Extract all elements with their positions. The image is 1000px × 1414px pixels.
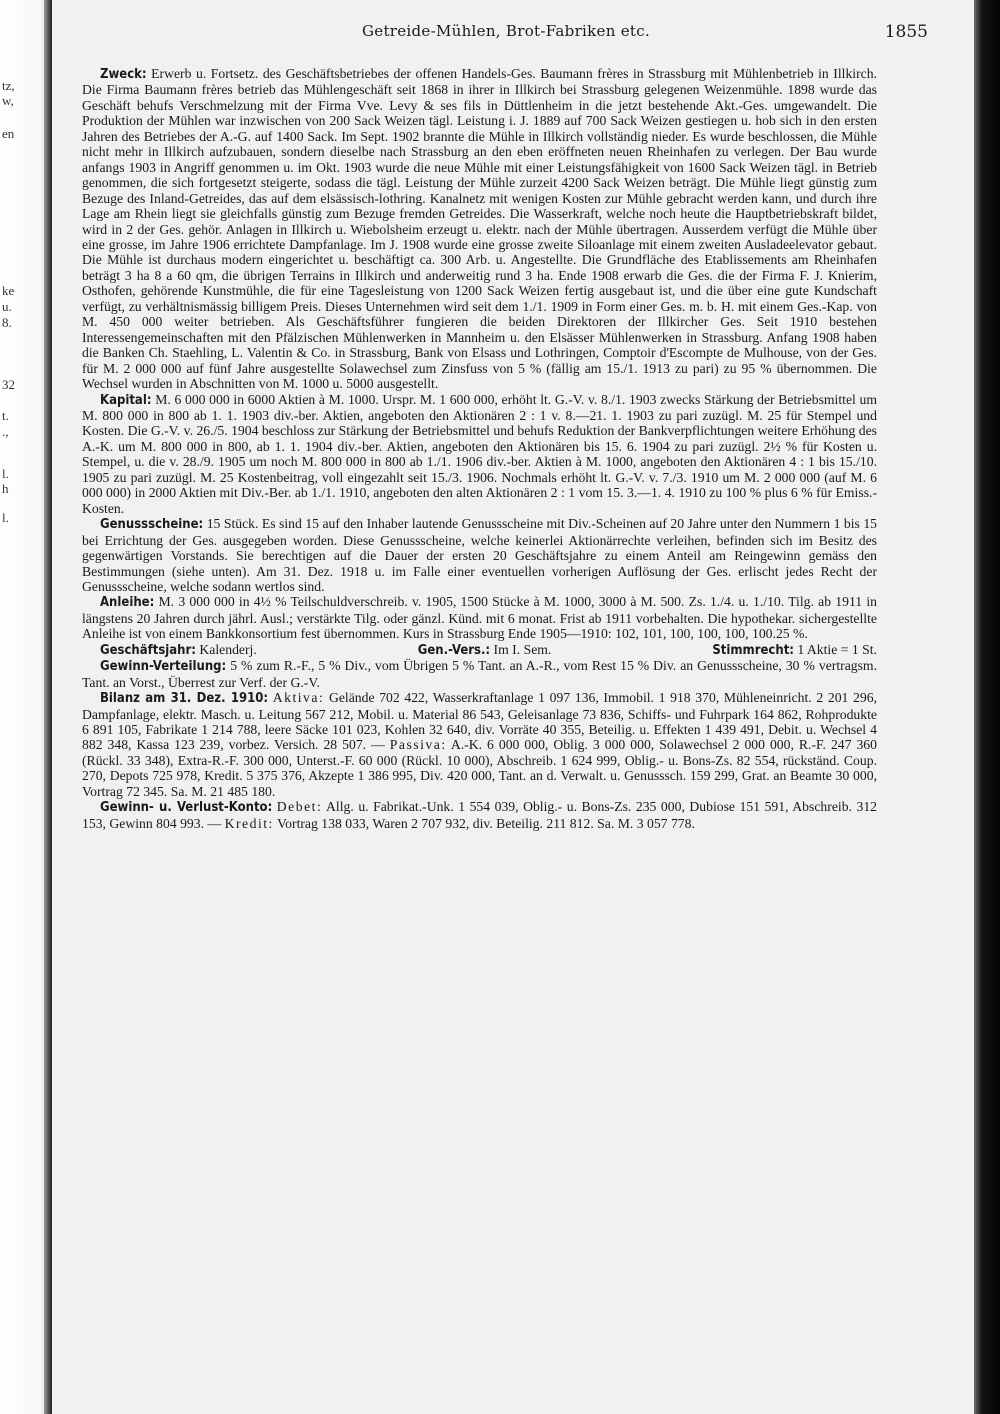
gen-vers-label: Gen.-Vers.:: [417, 642, 491, 658]
binding-shadow: [44, 0, 52, 1414]
aktiva-text: Gelände 702 422, Wasserkraftanlage 1 097 136, Immobil. 1 918 370, Mühleneinricht. 2 201 296, Dampfanlage, elektr. Masch. u. Leitung 567 212, Mobil. u. Material 86 543, Geleisanlage 73 836, Schiffs- und Fuhrpark 164 862, Rohprodukte 6 891 105, Fabrikate 1 214 788, leere Säcke 101 023, Kohlen 32 640, div. Vorräte 40 355, Beteilig. u. Effekten 1 439 491, Debit. u. Wechsel 4 882 348, Kassa 123 239, vorbez. Versich. 28 507. —: [82, 690, 877, 753]
left-page-gutter: [0, 0, 52, 1414]
zweck-paragraph: [82, 66, 877, 392]
kredit-text: Vortrag 138 033, Waren 2 707 932, div. Beteilig. 211 812. Sa. M. 3 057 778.: [277, 815, 695, 831]
gewinn-verteilung-label: Gewinn-Verteilung:: [100, 659, 227, 675]
bilanz-label: Bilanz am 31. Dez. 1910:: [100, 691, 269, 707]
margin-fragment: l.: [2, 466, 9, 481]
margin-fragment: w,: [2, 93, 14, 108]
gen-vers: [400, 642, 552, 658]
running-title: Getreide-Mühlen, Brot-Fabriken etc.: [361, 22, 651, 40]
margin-fragment: 8.: [2, 315, 12, 330]
anleihe-text: M. 3 000 000 in 4½ % Teilschuldverschreib. v. 1905, 1500 Stücke à M. 1000, 3000 à M. 500. Zs. 1./4. u. 1./10. Tilg. ab 1911 in längstens 20 Jahren durch jährl. Ausl.; verstärkte Tilg. oder gänzl. Künd. mit 6 monat. Frist ab 1911 vorbehalten. Die hypothekar. sichergestellte Anleihe ist von einem Bankkonsortium fest übernommen. Kurs in Strassburg Ende 1905—1910: 102, 101, 100, 100, 100, 100.25 %.: [82, 594, 877, 642]
kredit-label: Kredit:: [224, 815, 274, 831]
stimmrecht-label: Stimmrecht:: [712, 642, 794, 658]
kapital-label: Kapital:: [100, 392, 152, 408]
genussscheine-text: 15 Stück. Es sind 15 auf den Inhaber lautende Genussscheine mit Div.-Scheinen auf 20 Jahre unter den Nummern 1 bis 15 bei Errichtung der Ges. ausgegeben worden. Diese Genussscheine, welche keinerlei Aktionärrechte verleihen, befinden sich im Besitz des gegenwärtigen Vorstands. Sie berechtigen auf die Dauer der ersten 20 Geschäftsjahre zu einem Anteil am Reingewinn gemäss den Bestimmungen (siehe unten). Am 31. Dez. 1918 u. im Falle einer eventuellen vorherigen Auflösung der Ges. erlischt jedes Recht der Genussscheine, welche sodann wertlos sind.: [82, 516, 878, 594]
margin-fragment: ke: [2, 283, 15, 298]
stimmrecht-value: 1 Aktie = 1 St.: [797, 641, 877, 657]
gen-vers-value: Im I. Sem.: [493, 641, 552, 657]
gewinn-verteilung-text: 5 % zum R.-F., 5 % Div., vom Übrigen 5 % Tant. an A.-R., vom Rest 15 % Div. an Genussscheine, 30 % vertragsm. Tant. an Vorst., Überrest zur Verf. der G.-V.: [82, 658, 878, 690]
margin-fragment: u.: [2, 299, 12, 314]
margin-fragment: h: [2, 481, 9, 496]
kapital-paragraph: [82, 392, 877, 517]
debet-text: Allg. u. Fabrikat.-Unk. 1 554 039, Oblig.- u. Bons-Zs. 235 000, Dubiose 151 591, Abschreib. 312 153, Gewinn 804 993. —: [82, 799, 878, 831]
zweck-label: Zweck:: [100, 67, 147, 82]
page-number: 1855: [884, 22, 928, 42]
zweck-text: Erwerb u. Fortsetz. des Geschäftsbetriebes der offenen Handels-Ges. Baumann frères in Strassburg mit Mühlenbetrieb in Illkirch. Die Firma Baumann frères betrieb das Mühlengeschäft seit 1868 in ihrer in Illkirch bei Strassburg gelegenen Weizenmühle. 1898 wurde das Geschäft behufs Verschmelzung mit der Firma Vve. Levy & ses fils in Düttlenheim in die jetzt bestehende Akt.-Ges. umgewandelt. Die Produktion der Mühlen war inzwischen von 200 Sack Weizen tägl. Leistung i. J. 1889 auf 700 Sack Weizen gestiegen u. hob sich in den ersten Jahren des Betriebes der A.-G. auf 1400 Sack. Im Sept. 1902 brannte die Mühle in Illkirch vollständig nieder. Es wurde beschlossen, die Mühle nicht mehr in Illkirch aufzubauen, sondern dieselbe nach Strassburg an den eben eröffneten neuen Rheinhafen zu verlegen. Der Bau wurde anfangs 1903 in Angriff genommen u. im Okt. 1903 wurde die neue Mühle mit einer Leistungsfähigkeit von 1600 Sack Weizen tägl. in Betrieb genommen, die sich fortgesetzt steigerte, sodass die tägl. Leistung der Mühle zurzeit 4200 Sack Weizen beträgt. Die Mühle liegt günstig zum Bezuge des Inland-Getreides, das auf dem elsässisch-lothring. Kanalnetz mit wenigen Kosten zur Mühle gebracht werden kann, und durch ihre Lage am Rhein liegt sie gleichfalls günstig zum Bezuge fremden Getreides. Die Wasserkraft, welche noch heute die Hauptbetriebskraft bildet, wird in 2 der Ges. gehör. Anlagen in Illkirch u. Wiebolsheim erzeugt u. elektr. nach der Mühle übertragen. Ausserdem verfügt die Mühle über eine grosse, im Jahre 1906 errichtete Dampfanlage. Im J. 1908 wurde eine grosse zweite Siloanlage mit einem zweiten Ausladeelevator gebaut. Die Mühle ist durchaus modern eingerichtet u. beschäftigt ca. 300 Arb. u. Angestellte. Die Grundfläche des Etablissements am Rheinhafen beträgt 3 ha 8 a 60 qm, die übrigen Terrains in Illkirch und anderweitig rund 3 ha. Ende 1908 erwarb die Ges. die der Firma F. J. Knierim, Osthofen, gehörende Kunstmühle, die für eine Tagesleistung von 1200 Sack Weizen fertig ausgebaut ist, und die über eine gute Kundschaft verfügt, zu verhältnismässig billigem Preis. Dieses Unternehmen wird seit dem 1./1. 1909 in Form einer Ges. m. b. H. mit einem Ges.-Kap. von M. 450 000 weiter betrieben. Als Geschäftsführer fungieren die beiden Direktoren der Illkircher Ges. Seit 1910 bestehen Interessengemeinschaften mit den Pfälzischen Mühlenwerken in Mannheim u. den Elsässer Mühlenwerken in Strassburg. Anfang 1908 haben die Banken Ch. Staehling, L. Valentin & Co. in Strassburg, Bank von Elsass und Lothringen, Comptoir d'Escompte de Mulhouse, von der Ges. für M. 2 000 000 auf fünf Jahre ausgestellte Solawechsel zum Zinsfuss von 5 % (fällig am 15./1. 1913 zu pari) zu 95 % übernommen. Die Wechsel wurden in Abschnitten von M. 1000 u. 5000 ausgestellt.: [82, 66, 877, 392]
passiva-text: A.-K. 6 000 000, Oblig. 3 000 000, Solawechsel 2 000 000, R.-F. 247 360 (Rückl. 33 348), Extra-R.-F. 300 000, Unterst.-F. 60 000 (Rückl. 10 000), Abschreib. 1 624 999, Oblig.- u. Bons-Zs. 82 554, rückständ. Coup. 270, Depots 725 978, Kredit. 5 375 376, Akzepte 1 386 995, Div. 420 000, Tant. an d. Verwalt. u. Genusssch. 159 299, Grat. an Beamte 30 000, Vortrag 72 345. Sa. M. 21 485 180.: [82, 737, 877, 799]
margin-fragment: 32: [2, 377, 15, 392]
guv-paragraph: [82, 799, 877, 831]
margin-fragment: t.: [2, 408, 9, 423]
geschaeftsjahr: [82, 642, 257, 658]
kapital-text: M. 6 000 000 in 6000 Aktien à M. 1000. Urspr. M. 1 600 000, erhöht lt. G.-V. v. 8./1. 1903 zwecks Stärkung der Betriebsmittel um M. 800 000 in 800 ab 1. 1. 1903 div.-ber. Aktien, angeboten den Aktionären 2 : 1 v. 8.—21. 1. 1903 zu pari zuzügl. M. 25 für Stempel und Kosten. Die G.-V. v. 26./5. 1904 beschloss zur Stärkung der Betriebsmittel und behufs Reduktion der Bankverpflichtungen weitere Erhöhung des A.-K. um M. 800 000 in 800, ab 1. 1. 1904 div.-ber. Aktien, angeboten den Aktionären bis 15. 6. 1904 zu pari zuzügl. 2½ % für Kosten u. Stempel, u. die v. 28./9. 1905 um noch M. 800 000 in 800 ab 1./1. 1906 div.-ber. Aktien à M. 1000, angeboten den Aktionären 4 : 1 bis 15./10. 1905 zu pari zuzügl. M. 25 Kostenbeitrag, voll eingezahlt seit 15./3. 1906. Nochmals erhöht lt. G.-V. v. 7./3. 1910 um M. 2 000 000 (auf M. 6 000 000) in 2000 Aktien mit Div.-Ber. ab 1./1. 1910, angeboten den alten Aktionären 2 : 1 vom 15. 3.—1. 4. 1910 zu 100 % plus 6 % für Emiss.-Kosten.: [82, 391, 878, 516]
aktiva-label: Aktiva:: [272, 690, 325, 706]
stimmrecht: [694, 642, 877, 658]
anleihe-paragraph: [82, 594, 877, 641]
debet-label: Debet:: [276, 799, 323, 815]
bilanz-paragraph: [82, 690, 877, 799]
geschaeftsjahr-value: Kalenderj.: [199, 641, 257, 657]
guv-label: Gewinn- u. Verlust-Konto:: [100, 800, 273, 816]
genussscheine-label: Genussscheine:: [100, 517, 204, 533]
margin-fragment: en: [2, 126, 15, 141]
margin-fragment: .,: [2, 424, 9, 439]
document-body: [82, 66, 877, 831]
margin-fragment: l.: [2, 510, 9, 525]
meta-row: [82, 642, 877, 658]
margin-fragment: tz,: [2, 78, 15, 93]
passiva-label: Passiva:: [389, 737, 447, 753]
gewinn-verteilung-paragraph: [82, 658, 877, 690]
geschaeftsjahr-label: Geschäftsjahr:: [100, 642, 196, 658]
right-page-edge: [974, 0, 1000, 1414]
anleihe-label: Anleihe:: [100, 595, 155, 611]
genussscheine-paragraph: [82, 516, 877, 594]
page-header: [60, 22, 952, 48]
